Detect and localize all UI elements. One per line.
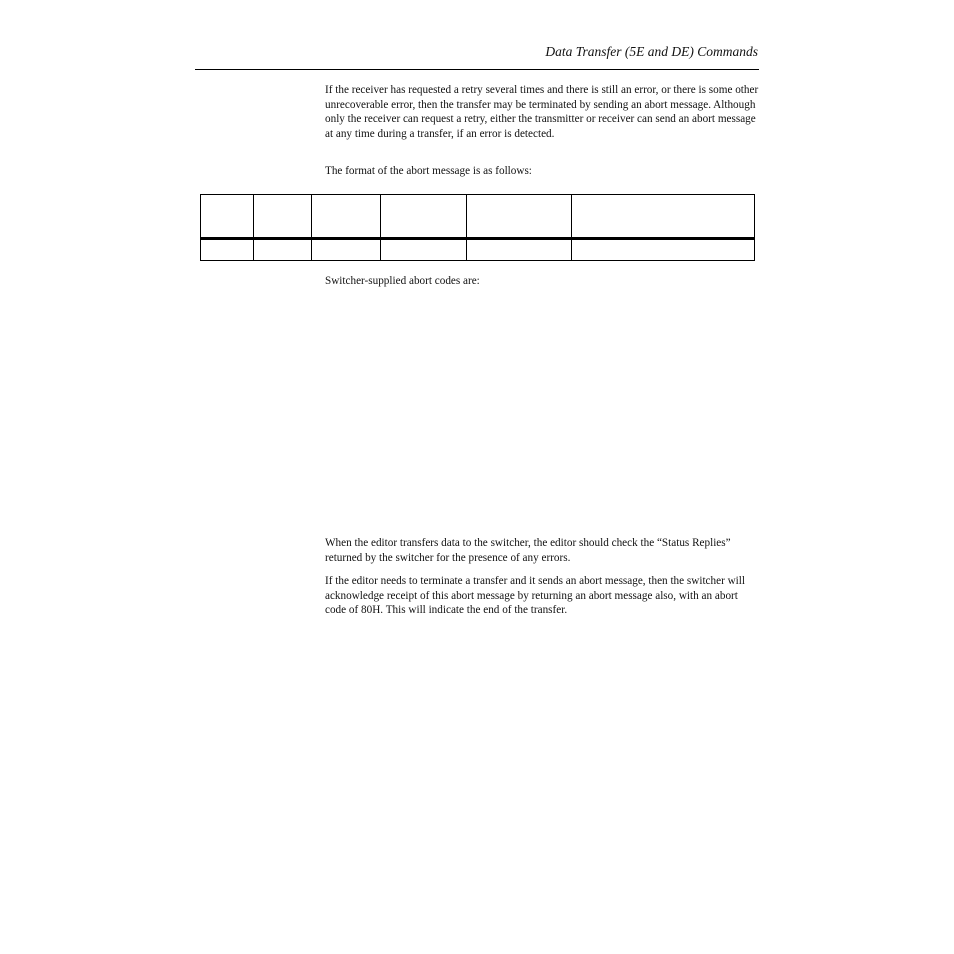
table-cell (467, 239, 572, 261)
table-cell (312, 239, 381, 261)
abort-message-format-table (200, 194, 755, 261)
table-header-cell (381, 195, 467, 239)
header-rule (195, 69, 759, 70)
abort-codes-intro-text: Switcher-supplied abort codes are: (325, 275, 480, 287)
running-header-title: Data Transfer (5E and DE) Commands (545, 44, 758, 59)
table-header-cell (312, 195, 381, 239)
table-header-cell (254, 195, 312, 239)
table-cell (572, 239, 755, 261)
table-row (201, 239, 755, 261)
table-header-cell (572, 195, 755, 239)
table-cell (254, 239, 312, 261)
table-header-cell (201, 195, 254, 239)
format-intro-text: The format of the abort message is as follows: (325, 165, 532, 177)
table-cell (201, 239, 254, 261)
table-cell (381, 239, 467, 261)
terminate-transfer-paragraph: If the editor needs to terminate a transfer and it sends an abort message, then the switcher will acknowledge receipt of this abort message by returning an abort message also, with an abort code of 80H. This will indicate the end of the transfer. (325, 575, 746, 617)
editor-status-paragraph: When the editor transfers data to the switcher, the editor should check the “Status Replies” returned by the switcher for the presence of any errors. (325, 537, 731, 564)
table-header-row (201, 195, 755, 239)
table-header-cell (467, 195, 572, 239)
intro-paragraph: If the receiver has requested a retry several times and there is still an error, or there is some other unrecoverable error, then the transfer may be terminated by sending an abort message. Although only the receiver can request a retry, either the transmitter or receiver can send an abort message at any time during a transfer, if an error is detected. (325, 84, 759, 140)
